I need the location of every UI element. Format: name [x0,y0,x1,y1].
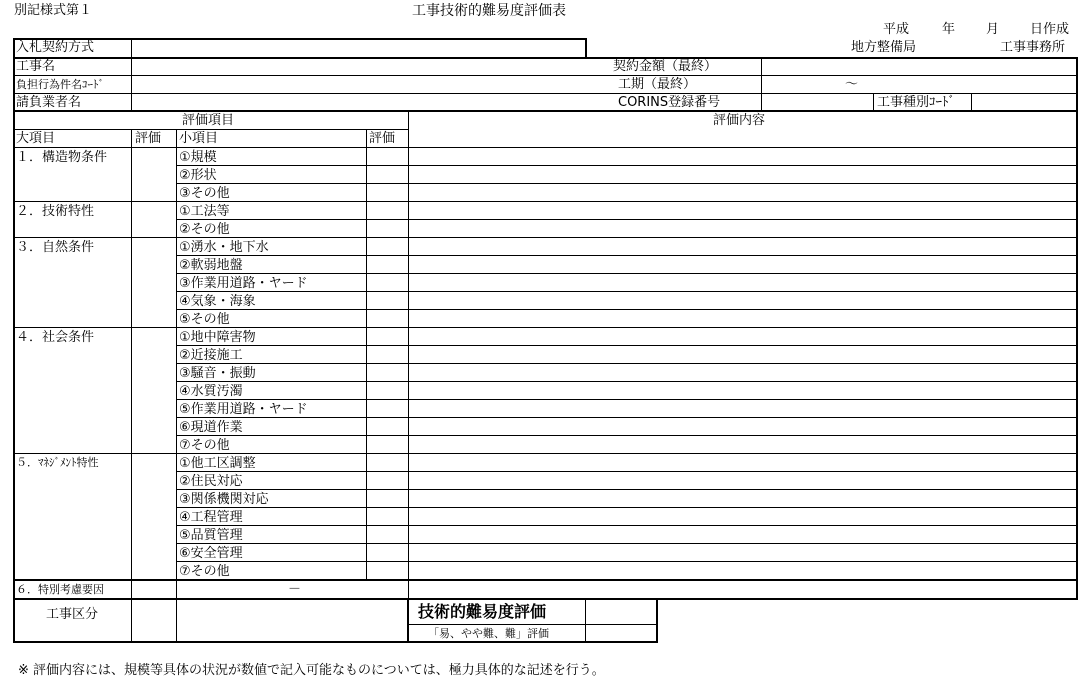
sub-item-label: ⑥現道作業 [179,420,243,435]
difficulty-subtitle: 「易、やや難、難」評価 [428,627,549,640]
border [585,598,586,642]
border [13,641,658,643]
period-label: 工期（最終） [618,77,697,92]
sub-item-label: ①他工区調整 [179,456,256,471]
border [761,57,762,111]
sub-item-label: ⑥安全管理 [179,546,243,561]
border [176,435,1077,436]
category-label: ３．自然条件 [16,240,95,255]
border [366,129,367,581]
border [176,273,1077,274]
sub-item-label: ④水質汚濁 [179,384,243,399]
contractor-label: 請負業者名 [16,95,82,110]
page-title: 工事技術的難易度評価表 [412,3,566,19]
bid-method-label: 入札契約方式 [16,40,95,55]
border [176,598,177,642]
border [873,93,874,111]
border [176,363,1077,364]
date-created: 日作成 [1030,22,1070,37]
category-label: ４．社会条件 [16,330,95,345]
difficulty-title: 技術的難易度評価 [418,602,547,621]
minor-item-header: 小項目 [179,131,219,146]
sub-item-label: ④工程管理 [179,510,243,525]
border [13,110,1078,112]
major-item-header: 大項目 [16,131,56,146]
date-year: 年 [942,22,956,37]
sub-item-label: ②軟弱地盤 [179,258,243,273]
sub-item-label: ⑦その他 [179,438,230,453]
sub-item-label: ⑤その他 [179,312,230,327]
construction-office: 工事事務所 [1000,40,1066,55]
border [656,598,658,642]
eval-content-header: 評価内容 [713,113,766,128]
sub-item-label: ⑤作業用道路・ヤード [179,402,308,417]
sub-item-label: ③関係機関対応 [179,492,269,507]
border [176,291,1077,292]
border [13,580,1077,581]
special-factor-value: － [288,582,302,597]
border [13,327,1077,328]
footnote: ※ 評価内容には、規模等具体の状況が数値で記入可能なものについては、極力具体的な記述を行う。 [18,663,605,678]
border [176,165,1077,166]
border [176,183,1077,184]
border [176,417,1077,418]
sub-item-label: ①工法等 [179,204,230,219]
border [176,345,1077,346]
border [131,598,132,642]
sub-item-label: ④気象・海象 [179,294,256,309]
sub-item-label: ⑤品質管理 [179,528,243,543]
border [13,129,408,130]
rating-header: 評価 [135,131,162,146]
border [176,381,1077,382]
sub-item-label: ③騒音・振動 [179,366,256,381]
sub-item-label: ②住民対応 [179,474,243,489]
border [13,93,1077,94]
border [176,561,1077,562]
eval-items-header: 評価項目 [182,113,235,128]
minor-rating-header: 評価 [369,131,396,146]
border [176,399,1077,400]
sub-item-label: ①規模 [179,150,217,165]
border [131,38,132,111]
border [176,309,1077,310]
special-factor-label: ６．特別考慮要因 [16,583,104,596]
border [407,598,409,642]
category-label: ２．技術特性 [16,204,95,219]
border [176,219,1077,220]
border [13,201,1077,202]
border [176,525,1077,526]
corins-label: CORINS登録番号 [618,95,721,110]
work-type-code-label: 工事種別ｺｰﾄﾞ [877,95,956,110]
budget-code-label: 負担行為件名ｺｰﾄﾞ [16,78,104,91]
border [13,453,1077,454]
category-label: ５．ﾏﾈｼﾞﾒﾝﾄ特性 [16,456,99,469]
border [408,111,409,599]
border [408,624,658,625]
border [13,598,1078,600]
work-class-label: 工事区分 [46,607,99,622]
category-label: １．構造物条件 [16,150,108,165]
period-tilde: ～ [845,77,859,92]
border [176,255,1077,256]
form-number: 別記様式第１ [14,3,93,18]
sub-item-label: ②その他 [179,222,230,237]
date-month: 月 [986,22,1000,37]
sub-item-label: ②近接施工 [179,348,243,363]
border [585,38,587,58]
border [176,129,177,599]
border [13,38,586,40]
border [13,147,1077,148]
border [13,237,1077,238]
sub-item-label: ①地中障害物 [179,330,256,345]
border [176,489,1077,490]
contract-amount-label: 契約金額（最終） [613,59,718,74]
sub-item-label: ②形状 [179,168,217,183]
date-era: 平成 [883,22,910,37]
regional-bureau: 地方整備局 [851,40,917,55]
border [131,129,132,599]
sub-item-label: ③その他 [179,186,230,201]
sub-item-label: ③作業用道路・ヤード [179,276,308,291]
border [13,75,1077,76]
border [176,471,1077,472]
project-name-label: 工事名 [16,59,56,74]
border [176,507,1077,508]
border [176,543,1077,544]
sub-item-label: ①湧水・地下水 [179,240,269,255]
border [971,93,972,111]
border [13,57,586,59]
sub-item-label: ⑦その他 [179,564,230,579]
